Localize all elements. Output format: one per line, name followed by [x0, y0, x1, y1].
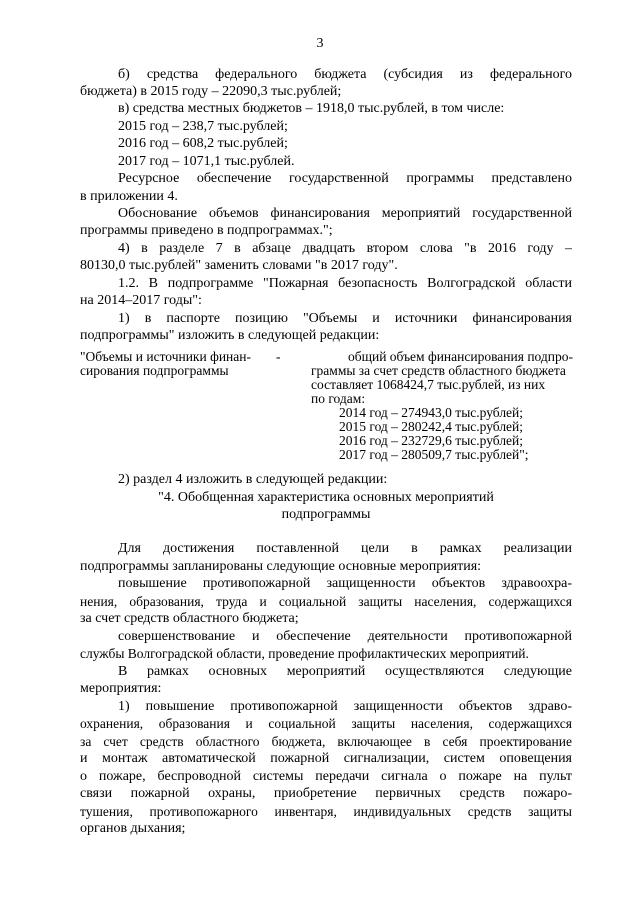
paragraph-line: 2017 год – 1071,1 тыс.рублей.: [118, 154, 295, 169]
paragraph-line: 2015 год – 238,7 тыс.рублей;: [118, 119, 288, 134]
paragraph-line: бюджета) в 2015 году – 22090,3 тыс.рублей;: [80, 84, 342, 99]
paragraph-line: и монтаж автоматической пожарной сигнализации, систем оповещения: [80, 751, 572, 766]
passport-value-line: 2017 год – 280509,7 тыс.рублей";: [339, 447, 529, 462]
paragraph-line: Для достижения поставленной цели в рамках реализации: [118, 541, 572, 556]
paragraph-line: 2) раздел 4 изложить в следующей редакции:: [118, 472, 388, 487]
passport-value-line: 2015 год – 280242,4 тыс.рублей;: [339, 419, 524, 434]
passport-value-line: общий объем финансирования подпро-: [347, 349, 573, 364]
paragraph-line: охранения, образования и социальной защиты населения, содержащихся: [80, 716, 572, 731]
page-number: 3: [316, 36, 324, 51]
paragraph-line: б) средства федерального бюджета (субсидия из федерального: [118, 67, 572, 82]
paragraph-line: связи пожарной охраны, приобретение первичных средств пожаро-: [80, 786, 572, 801]
paragraph-line: В рамках основных мероприятий осуществляются следующие: [118, 664, 572, 679]
paragraph-line: органов дыхания;: [80, 821, 186, 836]
paragraph-line: повышение противопожарной защищенности объектов здравоохра-: [118, 576, 572, 591]
paragraph-line: 2016 год – 608,2 тыс.рублей;: [118, 136, 288, 151]
passport-dash: -: [276, 349, 281, 364]
section-heading: подпрограммы: [281, 507, 371, 522]
passport-value-line: граммы за счет средств областного бюджета: [311, 363, 566, 378]
paragraph-line: 1.2. В подпрограмме "Пожарная безопасность Волгоградской области: [118, 276, 572, 291]
paragraph-line: за счет средств областного бюджета, включающее в себя проектирование: [80, 734, 572, 749]
paragraph-line: на 2014–2017 годы":: [80, 293, 202, 308]
paragraph-line: совершенствование и обеспечение деятельности противопожарной: [118, 629, 572, 644]
paragraph-line: службы Волгоградской области, проведение профилактических мероприятий.: [80, 646, 529, 661]
paragraph-line: о пожаре, беспроводной системы передачи сигнала о пожаре на пульт: [80, 769, 572, 784]
paragraph-line: Ресурсное обеспечение государственной программы представлено: [118, 171, 572, 186]
paragraph-line: 80130,0 тыс.рублей" заменить словами "в 2017 году".: [80, 258, 398, 273]
paragraph-line: 1) повышение противопожарной защищенности объектов здраво-: [118, 699, 572, 714]
paragraph-line: программы приведено в подпрограммах.";: [80, 223, 333, 238]
paragraph-line: нения, образования, труда и социальной защиты населения, содержащихся: [80, 594, 572, 609]
passport-value-line: составляет 1068424,7 тыс.рублей, из них: [311, 377, 546, 392]
paragraph-line: тушения, противопожарного инвентаря, индивидуальных средств защиты: [80, 804, 572, 819]
passport-value-line: 2014 год – 274943,0 тыс.рублей;: [339, 405, 524, 420]
passport-value-line: 2016 год – 232729,6 тыс.рублей;: [339, 433, 524, 448]
passport-value-line: по годам:: [311, 391, 366, 406]
paragraph-line: подпрограммы" изложить в следующей редакции:: [80, 328, 380, 343]
passport-label-line: сирования подпрограммы: [80, 363, 229, 378]
paragraph-line: в) средства местных бюджетов – 1918,0 тыс.рублей, в том числе:: [118, 101, 505, 116]
paragraph-line: подпрограммы запланированы следующие основные мероприятия:: [80, 559, 482, 574]
section-heading: "4. Обобщенная характеристика основных мероприятий: [158, 490, 494, 505]
paragraph-line: мероприятия:: [80, 681, 162, 696]
paragraph-line: 4) в разделе 7 в абзаце двадцать втором слова "в 2016 году –: [118, 241, 572, 256]
paragraph-line: в приложении 4.: [80, 189, 178, 204]
passport-label: [80, 350, 251, 378]
paragraph-line: 1) в паспорте позицию "Объемы и источники финансирования: [118, 311, 572, 326]
paragraph-line: Обоснование объемов финансирования мероприятий государственной: [118, 206, 572, 221]
passport-value: [311, 350, 573, 462]
paragraph-line: за счет средств областного бюджета;: [80, 611, 299, 626]
passport-label-line: "Объемы и источники финан-: [80, 349, 251, 364]
